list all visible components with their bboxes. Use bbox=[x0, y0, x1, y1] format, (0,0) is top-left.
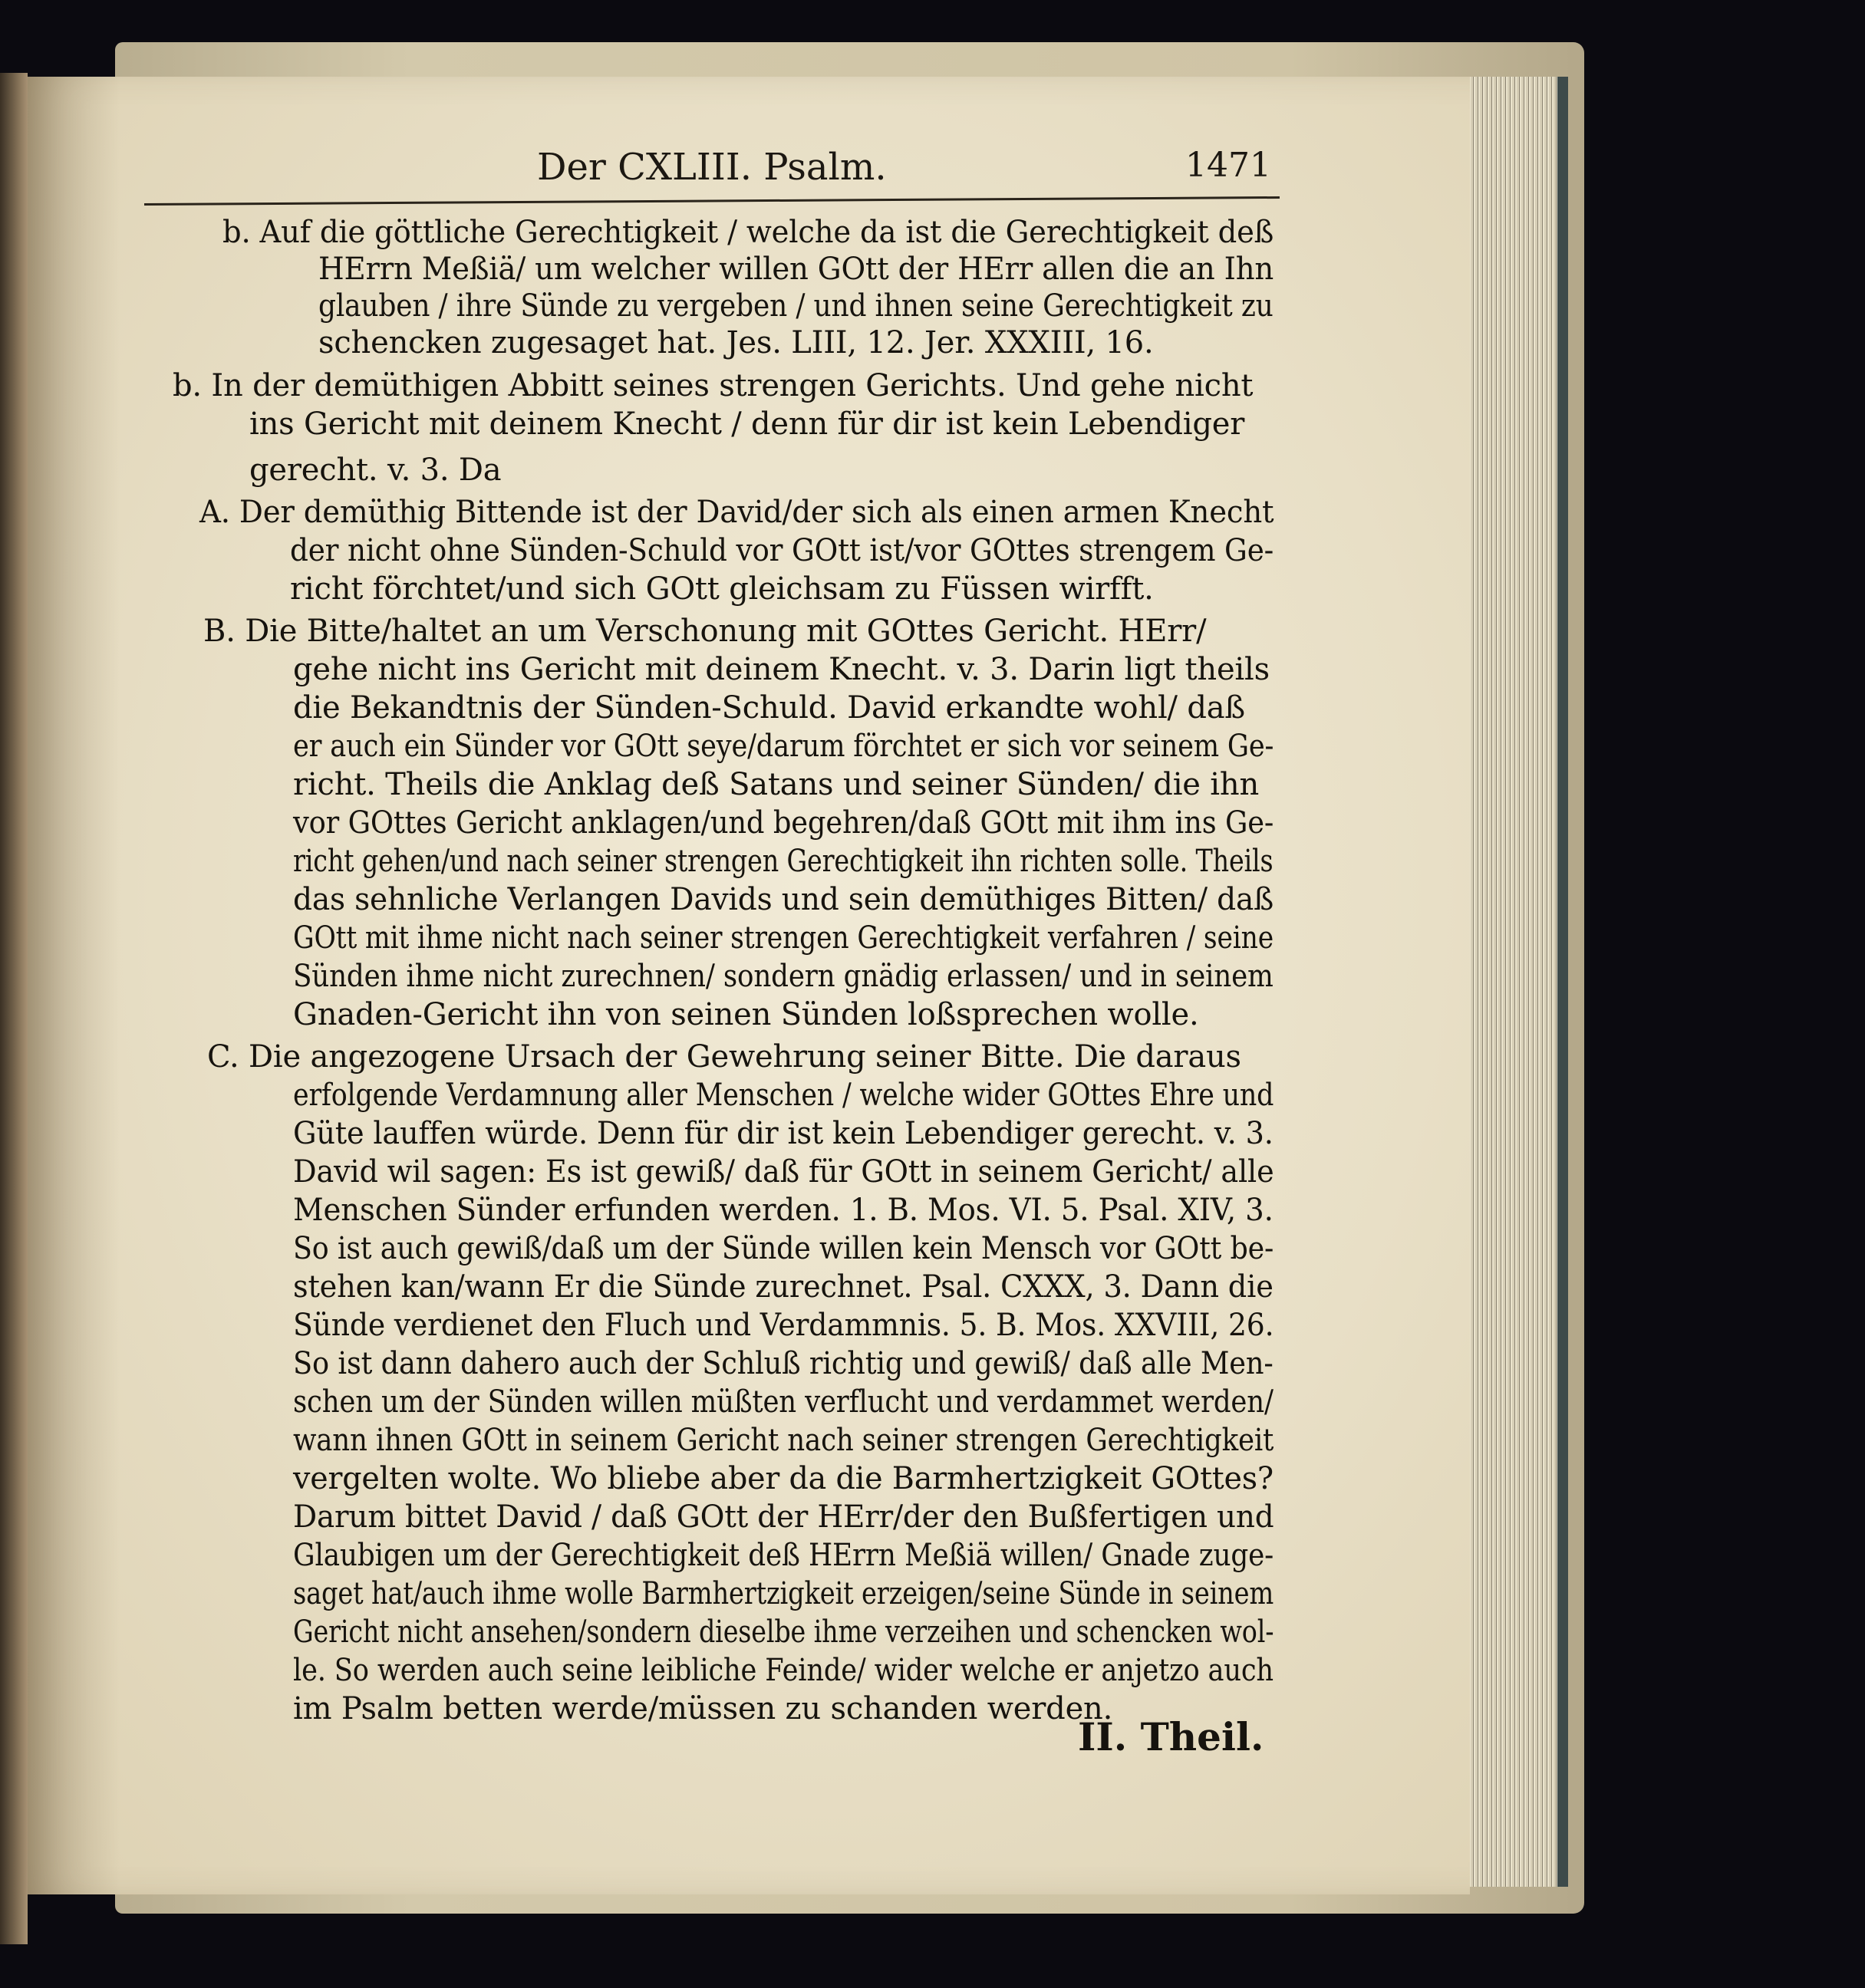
text-line: Sünden ihme nicht zurechnen/ sondern gnädig erlassen/ und in seinem bbox=[293, 959, 1274, 994]
text-line: le. So werden auch seine leibliche Feinde/ wider welche er anjetzo auch bbox=[293, 1653, 1274, 1688]
text-line: richt gehen/und nach seiner strengen Gerechtigkeit ihn richten solle. Theils bbox=[293, 844, 1274, 879]
text-line: So ist dann dahero auch der Schluß richtig und gewiß/ daß alle Men- bbox=[293, 1346, 1274, 1381]
text-line: vergelten wolte. Wo bliebe aber da die Barmhertzigkeit GOttes? bbox=[293, 1461, 1274, 1496]
text-line: schen um der Sünden willen müßten verflucht und verdammet werden/ bbox=[293, 1384, 1274, 1420]
text-line: im Psalm betten werde/müssen zu schanden werden. bbox=[293, 1691, 1113, 1726]
text-line: So ist auch gewiß/daß um der Sünde willen kein Mensch vor GOtt be- bbox=[293, 1231, 1274, 1266]
running-title: Der CXLIII. Psalm. bbox=[537, 146, 887, 189]
text-line: erfolgende Verdamnung aller Menschen / welche wider GOttes Ehre und bbox=[293, 1078, 1274, 1113]
text-line: HErrn Meßiä/ um welcher willen GOtt der HErr allen die an Ihn bbox=[318, 252, 1274, 287]
text-line: Menschen Sünder erfunden werden. 1. B. Mos. VI. 5. Psal. XIV, 3. bbox=[293, 1193, 1274, 1228]
text-line: C. Die angezogene Ursach der Gewehrung seiner Bitte. Die daraus bbox=[207, 1039, 1241, 1075]
text-line: er auch ein Sünder vor GOtt seye/darum förchtet er sich vor seinem Ge- bbox=[293, 729, 1274, 764]
text-line: die Bekandtnis der Sünden-Schuld. David erkandte wohl/ daß bbox=[293, 690, 1245, 726]
text-line: GOtt mit ihme nicht nach seiner strengen Gerechtigkeit verfahren / seine bbox=[293, 920, 1274, 956]
text-line: B. Die Bitte/haltet an um Verschonung mit GOttes Gericht. HErr/ bbox=[203, 614, 1207, 649]
text-line: Darum bittet David / daß GOtt der HErr/der den Bußfertigen und bbox=[293, 1499, 1274, 1535]
text-line: wann ihnen GOtt in seinem Gericht nach seiner strengen Gerechtigkeit bbox=[293, 1423, 1274, 1458]
text-line: schencken zugesaget hat. Jes. LIII, 12. Jer. XXXIII, 16. bbox=[318, 325, 1154, 360]
text-line: Sünde verdienet den Fluch und Verdammnis. 5. B. Mos. XXVIII, 26. bbox=[293, 1308, 1274, 1343]
text-line: gerecht. v. 3. Da bbox=[249, 453, 502, 488]
text-line: Güte lauffen würde. Denn für dir ist kein Lebendiger gerecht. v. 3. bbox=[293, 1116, 1274, 1151]
text-line: richt förchtet/und sich GOtt gleichsam zu Füssen wirfft. bbox=[290, 571, 1154, 607]
text-line: b. In der demüthigen Abbitt seines strengen Gerichts. Und gehe nicht bbox=[173, 368, 1254, 403]
text-line: Gnaden-Gericht ihn von seinen Sünden loßsprechen wolle. bbox=[293, 997, 1199, 1032]
text-line: Gericht nicht ansehen/sondern dieselbe ihme verzeihen und schencken wol- bbox=[293, 1614, 1274, 1650]
text-line: David wil sagen: Es ist gewiß/ daß für GOtt in seinem Gericht/ alle bbox=[293, 1154, 1274, 1190]
text-line: gehe nicht ins Gericht mit deinem Knecht. v. 3. Darin ligt theils bbox=[293, 652, 1270, 687]
text-line: stehen kan/wann Er die Sünde zurechnet. Psal. CXXX, 3. Dann die bbox=[293, 1269, 1274, 1305]
text-line: glauben / ihre Sünde zu vergeben / und ihnen seine Gerechtigkeit zu bbox=[318, 288, 1274, 324]
text-line: das sehnliche Verlangen Davids und sein demüthiges Bitten/ daß bbox=[293, 882, 1274, 917]
text-line: Glaubigen um der Gerechtigkeit deß HErrn Meßiä willen/ Gnade zuge- bbox=[293, 1538, 1274, 1573]
text-line: richt. Theils die Anklag deß Satans und seiner Sünden/ die ihn bbox=[293, 767, 1260, 802]
page-number: 1471 bbox=[1185, 146, 1271, 185]
catchword: II. Theil. bbox=[1078, 1714, 1264, 1759]
text-line: ins Gericht mit deinem Knecht / denn für dir ist kein Lebendiger bbox=[249, 406, 1245, 442]
text-line: A. Der demüthig Bittende ist der David/der sich als einen armen Knecht bbox=[199, 495, 1274, 530]
text-line: vor GOttes Gericht anklagen/und begehren/daß GOtt mit ihm ins Ge- bbox=[293, 805, 1274, 841]
text-line: saget hat/auch ihme wolle Barmhertzigkeit erzeigen/seine Sünde in seinem bbox=[293, 1576, 1274, 1611]
text-line: b. Auf die göttliche Gerechtigkeit / welche da ist die Gerechtigkeit deß bbox=[222, 215, 1274, 250]
text-line: der nicht ohne Sünden-Schuld vor GOtt ist/vor GOttes strengem Ge- bbox=[290, 533, 1274, 568]
